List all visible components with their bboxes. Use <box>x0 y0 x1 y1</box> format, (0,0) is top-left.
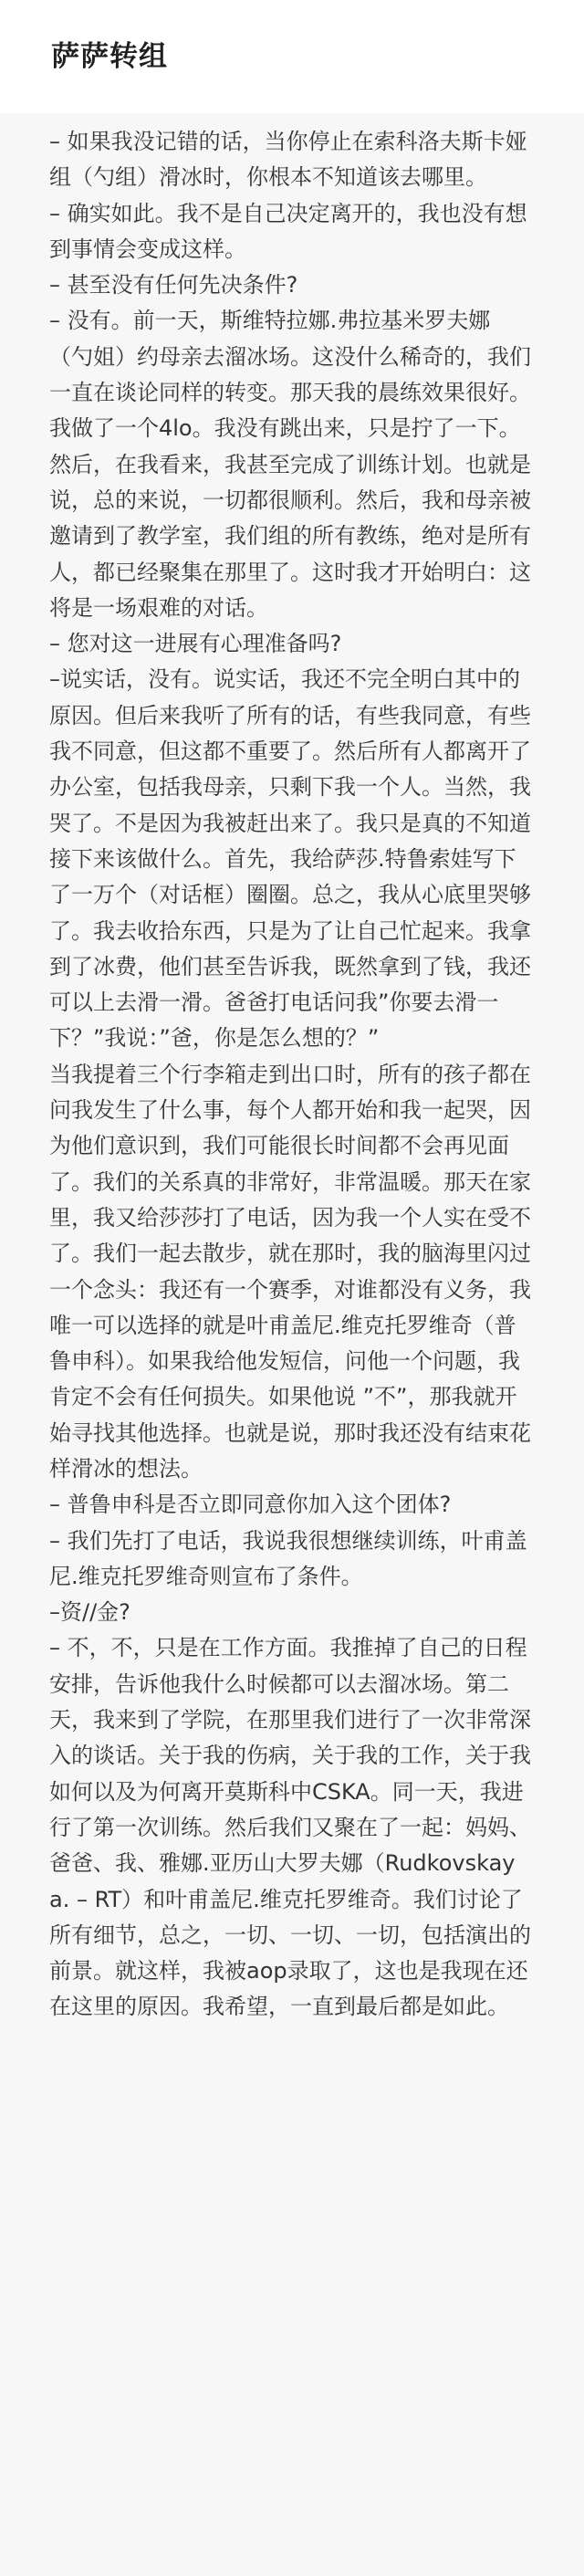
paragraph-answer-2: – 没有。前一天，斯维特拉娜.弗拉基米罗夫娜（勺姐）约母亲去溜冰场。这没什么稀奇的，我们一直在谈论同样的转变。那天我的晨练效果很好。我做了一个4lo。我没有跳出来，只是拧了一下。然后，在我看来，我甚至完成了训练计划。也就是说，总的来说，一切都很顺利。然后，我和母亲被邀请到了教学室，我们组的所有教练，绝对是所有人，都已经聚集在那里了。这时我才开始明白：这将是一场艰难的对话。 <box>49 308 531 621</box>
paragraph-answer-5: – 不，不，只是在工作方面。我推掉了自己的日程安排，告诉他我什么时候都可以去溜冰场。第二天，我来到了学院，在那里我们进行了一次非常深入的谈话。关于我的伤病，关于我的工作，关于我如何以及为何离开莫斯科中CSKA。同一天，我进行了第一次训练。然后我们又聚在了一起：妈妈、爸爸、我、雅娜.亚历山大罗夫娜（Rudkovskaya. – RT）和叶甫盖尼.维克托罗维奇。我们讨论了所有细节，总之，一切、一切、一切，包括演出的前景。就这样，我被aop录取了，这也是我现在还在这里的原因。我希望，一直到最后都是如此。 <box>49 1635 531 2020</box>
paragraph-question-1: – 如果我没记错的话，当你停止在索科洛夫斯卡娅组（勺组）滑冰时，你根本不知道该去哪里。 <box>49 129 527 191</box>
paragraph-answer-3-continued: 当我提着三个行李箱走到出口时，所有的孩子都在问我发生了什么事，每个人都开始和我一起哭，因为他们意识到，我们可能很长时间都不会再见面了。我们的关系真的非常好，非常温暖。那天在家里，我又给莎莎打了电话，因为我一个人实在受不了。我们一起去散步，就在那时，我的脑海里闪过一个念头：我还有一个赛季，对谁都没有义务，我唯一可以选择的就是叶甫盖尼.维克托罗维奇（普鲁申科）。如果我给他发短信，问他一个问题，我肯定不会有任何损失。如果他说 ”不”，那我就开始寻找其他选择。也就是说，那时我还没有结束花样滑冰的想法。 <box>49 1061 531 1482</box>
paragraph-answer-3: –说实话，没有。说实话，我还不完全明白其中的原因。但后来我听了所有的话，有些我同意，有些我不同意，但这都不重要了。然后所有人都离开了办公室，包括我母亲，只剩下我一个人。当然，我哭了。不是因为我被赶出来了。我只是真的不知道接下来该做什么。首先，我给萨莎.特鲁索娃写下了一万个（对话框）圈圈。总之，我从心底里哭够了。我去收拾东西，只是为了让自己忙起来。我拿到了冰费，他们甚至告诉我，既然拿到了钱，我还可以上去滑一滑。爸爸打电话问我”你要去滑一下？”我说：”爸，你是怎么想的？” <box>49 666 531 1052</box>
paragraph-answer-4: – 我们先打了电话，我说我很想继续训练，叶甫盖尼.维克托罗维奇则宣布了条件。 <box>49 1527 527 1589</box>
article-area <box>0 113 584 2576</box>
article-body <box>49 124 531 2026</box>
paragraph-question-2: – 甚至没有任何先决条件? <box>49 272 298 298</box>
page-title: 萨萨转组 <box>51 40 168 73</box>
page-header <box>0 0 584 113</box>
paragraph-question-5: –资//金? <box>49 1599 130 1626</box>
paragraph-question-4: – 普鲁申科是否立即同意你加入这个团体? <box>49 1492 452 1518</box>
paragraph-answer-1: – 确实如此。我不是自己决定离开的，我也没有想到事情会变成这样。 <box>49 200 527 262</box>
paragraph-question-3: – 您对这一进展有心理准备吗? <box>49 631 342 657</box>
